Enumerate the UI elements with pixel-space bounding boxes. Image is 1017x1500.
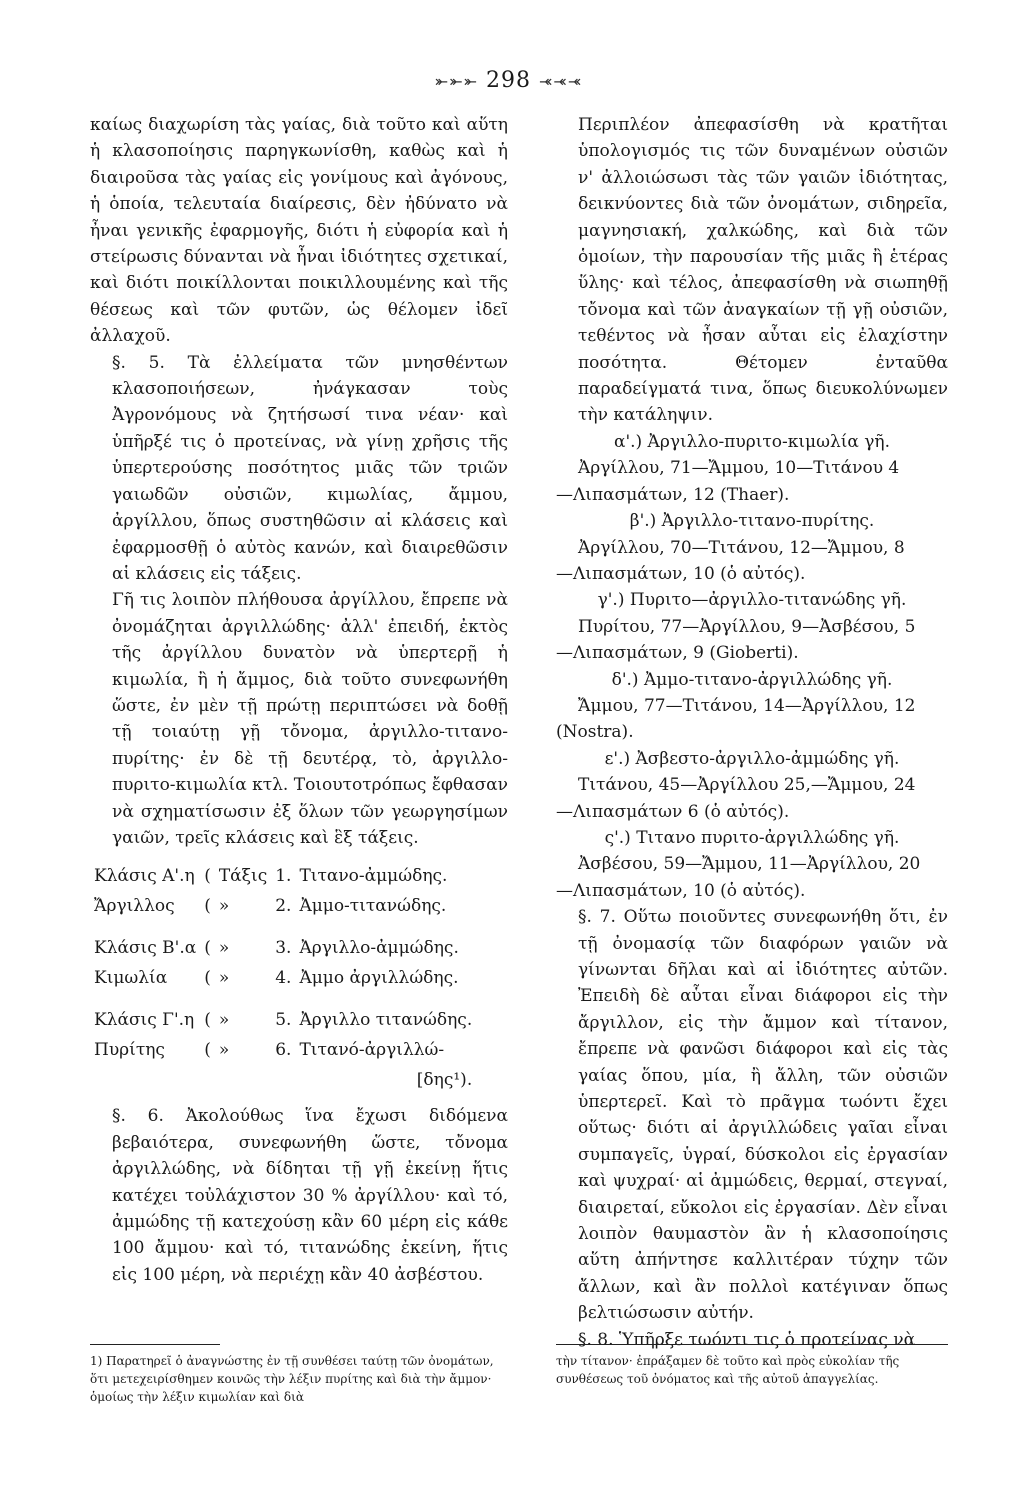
example-a-line-2: —Λιπασμάτων, 12 (Thaer).: [556, 484, 790, 505]
order-label: »: [218, 938, 230, 959]
page-number: 298: [486, 68, 531, 93]
class-label: Ἄργιλλος: [94, 896, 175, 917]
class-label: Κλάσις Γ'.η: [94, 1010, 195, 1031]
example-b-line-1: Ἀργίλλου, 70—Τιτάνου, 12—Ἄμμου, 8: [578, 537, 905, 558]
ornament-right: ⤛⤛⤛: [539, 72, 583, 91]
ornament-left: ⤜⤜⤜: [434, 72, 478, 91]
class-paren: (: [204, 1010, 211, 1031]
left-paragraph-4: §. 6. Ἀκολούθως ἵνα ἔχωσι διδόμενα βεβαιότερα, συνεφωνήθη ὥστε, τὄνομα ἀργιλλώδης, νὰ δίδηται τῇ γῇ ἐκείνῃ ἥτις κατέχει τοὐλάχιστον 30 % ἀργίλλου· καὶ τό, ἀμμώδης τῇ κατεχούσῃ κἂν 60 μέρη εἰς κάθε 100 ἄμμου· καὶ τό, τιτανώδης ἐκείνη, ἥτις εἰς 100 μέρη, νὰ περιέχῃ κἂν 40 ἀσβέστου.: [112, 1106, 508, 1285]
class-label: Κλάσις Β'.α: [94, 938, 197, 959]
left-column: [90, 112, 508, 1288]
right-paragraph-2: §. 7. Οὕτω ποιοῦντες συνεφωνήθη ὅτι, ἐν τῇ ὀνομασίᾳ τῶν διαφόρων γαιῶν νὰ γίνωνται δῆλαι καὶ αἱ ἰδιότητες αὐτῶν. Ἐπειδὴ δὲ αὗται εἶναι διάφοροι εἰς τὴν ἄργιλλον, εἰς τὴν ἄμμον καὶ τίτανον, ἔπρεπε νὰ φανῶσι διάφοροι καὶ εἰς τὰς γαίας ὅπου, μία, ἢ ἄλλη, τῶν οὐσιῶν ὑπερτερεῖ. Καὶ τὸ πρᾶγμα τωόντι ἔχει οὕτως· διότι αἱ ἀργιλλώδεις γαῖαι εἶναι συμπαγεῖς, ὑγραί, δύσκολοι εἰς ἐργασίαν καὶ ψυχραί· αἱ ἀμμώδεις, θερμαί, στεγναί, διαιρεταί, εὔκολοι εἰς ἐργασίαν. Δὲν εἶναι λοιπὸν θαυμαστὸν ἂν ἡ κλασοποίησις αὕτη ἀπήντησε καλλιτέραν τύχην τῶν ἄλλων, καὶ ἂν πολλοὶ κατέγιναν ὅπως βελτιώσωσιν αὐτήν.: [578, 907, 948, 1324]
order-label: »: [218, 896, 230, 917]
left-paragraph-3: Γῆ τις λοιπὸν πλήθουσα ἀργίλλου, ἔπρεπε νὰ ὀνομάζηται ἀργιλλώδης· ἀλλ' ἐπειδή, ἐκτὸς τῆς ἀργίλλου δυνατὸν νὰ ὑπερτερῇ ἡ κιμωλία, ἢ ἡ ἄμμος, διὰ τοῦτο συνεφωνήθη ὥστε, ἐν μὲν τῇ πρώτῃ περιπτώσει νὰ δοθῇ τῇ τοιαύτῃ γῇ τὄνομα, ἀργιλλο-τιτανο-πυρίτης· ἐν δὲ τῇ δευτέρᾳ, τὸ, ἀργιλλο-πυριτο-κιμωλία κτλ. Τοιουτοτρόπως ἔφθασαν νὰ σχηματίσωσιν ἐξ ὅλων τῶν γεωργησίμων γαιῶν, τρεῖς κλάσεις καὶ ἓξ τάξεις.: [112, 590, 508, 848]
example-c-line-1: Πυρίτου, 77—Ἀργίλλου, 9—Ἀσβέσου, 5: [578, 616, 916, 637]
class-paren: (: [204, 1040, 211, 1061]
class-label: Κλάσις Α'.η: [94, 866, 195, 887]
class-row: [90, 1035, 476, 1065]
left-paragraph-2: §. 5. Τὰ ἐλλείματα τῶν μνησθέντων κλασοποιήσεων, ἠνάγκασαν τοὺς Ἀγρονόμους νὰ ζητήσωσί τινα νέαν· καὶ ὑπῆρξέ τις ὁ προτείνας, νὰ γίνῃ χρῆσις τῆς ὑπερτερούσης ποσότητος μιᾶς τῶν τριῶν γαιωδῶν οὐσιῶν, κιμωλίας, ἄμμου, ἀργίλλου, ὅπως συστηθῶσιν αἱ κλάσεις καὶ ἐφαρμοσθῇ ὁ αὐτὸς κανών, καὶ διαιρεθῶσιν αἱ κλάσεις εἰς τάξεις.: [112, 352, 508, 584]
footnote-rule-right: [556, 1344, 948, 1345]
class-row: [90, 993, 476, 1035]
class-label: Πυρίτης: [94, 1040, 165, 1061]
example-a-line-1: Ἀργίλλου, 71—Ἄμμου, 10—Τιτάνου 4: [578, 458, 900, 479]
order-label: »: [218, 968, 230, 989]
class-row: [90, 963, 476, 993]
order-number: 1.: [275, 866, 292, 887]
left-paragraph-1: καίως διαχωρίση τὰς γαίας, διὰ τοῦτο καὶ αὕτη ἡ κλασοποίησις παρηγκωνίσθη, καθὼς καὶ ἡ διαιροῦσα τὰς γαίας εἰς γονίμους καὶ ἀγόνους, ἡ ὁποία, τελευταία διαίρεσις, δὲν ἠδύνατο νὰ ἦναι γενικῆς ἐφαρμογῆς, διότι ἡ εὐφορία καὶ ἡ στείρωσις δύνανται νὰ ἦναι ἰδιότητες σχετικαί, καὶ διότι ποικίλλονται ποικιλλουμένης καὶ τῆς θέσεως καὶ τῶν φυτῶν, ὡς θέλομεν ἰδεῖ ἀλλαχοῦ.: [90, 115, 508, 347]
example-d-line-2: (Nostra).: [556, 722, 634, 743]
example-a-title: α'.) Ἀργιλλο-πυριτο-κιμωλία γῆ.: [613, 431, 891, 452]
class-row: [90, 891, 476, 921]
classes-table: [90, 861, 476, 1095]
order-name: Ἀργιλλο τιτανώδης.: [299, 1010, 473, 1031]
example-d-line-1: Ἄμμου, 77—Τιτάνου, 14—Ἀργίλλου, 12: [578, 695, 916, 716]
class-paren: (: [204, 938, 211, 959]
order-number: 5.: [275, 1010, 292, 1031]
example-c-line-2: —Λιπασμάτων, 9 (Gioberti).: [556, 643, 799, 664]
footnote-left: 1) Παρατηρεῖ ὁ ἀναγνώστης ἐν τῇ συνθέσει ταύτῃ τῶν ὀνομάτων, ὅτι μετεχειρίσθημεν κοινῶς τὴν λέξιν πυρίτης καὶ διὰ τὴν ἄμμον· ὁμοίως τὴν λέξιν κιμωλίαν καὶ διὰ: [90, 1354, 494, 1404]
page-header: [0, 68, 1017, 93]
example-f-line-2: —Λιπασμάτων, 10 (ὁ αὐτός).: [556, 880, 806, 901]
example-e-title: ε'.) Ἀσβεστο-ἀργιλλο-ἀμμώδης γῆ.: [604, 748, 900, 769]
order-label: »: [218, 1040, 230, 1061]
class-paren: (: [204, 866, 211, 887]
order-number: 4.: [275, 968, 292, 989]
order-name: Ἀμμο ἀργιλλώδης.: [299, 968, 459, 989]
order-name: Τιτανο-ἀμμώδης.: [299, 866, 448, 887]
class-label: Κιμωλία: [94, 968, 168, 989]
class-row: [90, 921, 476, 963]
example-f-title: ς'.) Τιτανο πυριτο-ἀργιλλώδης γῆ.: [604, 827, 900, 848]
order-name: Ἀργιλλο-ἀμμώδης.: [299, 938, 459, 959]
right-column: [556, 112, 948, 1353]
example-b-title: β'.) Ἀργιλλο-τιτανο-πυρίτης.: [629, 511, 875, 532]
order-number: 2.: [275, 896, 292, 917]
example-e-line-2: —Λιπασμάτων 6 (ὁ αὐτός).: [556, 801, 790, 822]
class-paren: (: [204, 896, 211, 917]
example-b-line-2: —Λιπασμάτων, 10 (ὁ αὐτός).: [556, 563, 806, 584]
class-row-continuation: [90, 1065, 476, 1095]
example-c-title: γ'.) Πυριτο—ἀργιλλο-τιτανώδης γῆ.: [597, 590, 907, 611]
right-paragraph-1: Περιπλέον ἀπεφασίσθη νὰ κρατῆται ὑπολογισμός τις τῶν δυναμένων οὐσιῶν ν' ἀλλοιώσωσι τὰς τῶν γαιῶν ἰδιότητας, δεικνύοντες διὰ τῶν ὀνομάτων, σιδηρεῖα, μαγνησιακή, χαλκώδης, καὶ διὰ τῶν ὁμοίων, τὴν παρουσίαν τῆς μιᾶς ἢ ἑτέρας ὕλης· καὶ τέλος, ἀπεφασίσθη νὰ σιωπηθῇ τὄνομα καὶ τῶν ἀναγκαίων τῇ γῇ οὐσιῶν, τεθέντος νὰ ἦσαν αὗται εἰς ἐλαχίστην ποσότητα. Θέτομεν ἐνταῦθα παραδείγματά τινα, ὅπως διευκολύνωμεν τὴν κατάληψιν.: [578, 115, 948, 426]
example-e-line-1: Τιτάνου, 45—Ἀργίλλου 25,—Ἄμμου, 24: [578, 775, 916, 796]
order-label: Τάξις: [218, 866, 268, 887]
footnote-right: τὴν τίτανον· ἐπράξαμεν δὲ τοῦτο καὶ πρὸς εὐκολίαν τῆς συνθέσεως τοῦ ὀνόματος καὶ τῆς αὐτοῦ ἀπαγγελίας.: [556, 1354, 900, 1386]
order-name: Ἀμμο-τιτανώδης.: [299, 896, 447, 917]
right-paragraph-3: §. 8. Ὑπῆρξε τωόντι τις ὁ προτείνας νὰ: [578, 1329, 916, 1350]
example-d-title: δ'.) Ἀμμο-τιτανο-ἀργιλλώδης γῆ.: [611, 669, 893, 690]
order-name-continuation: [δης¹).: [416, 1070, 473, 1091]
order-name: Τιτανό-ἀργιλλώ-: [299, 1040, 445, 1061]
class-row: [90, 861, 476, 891]
order-number: 3.: [275, 938, 292, 959]
footnote-rule-left: [90, 1344, 220, 1345]
order-number: 6.: [275, 1040, 292, 1061]
class-paren: (: [204, 968, 211, 989]
example-f-line-1: Ἀσβέσου, 59—Ἄμμου, 11—Ἀργίλλου, 20: [578, 854, 921, 875]
order-label: »: [218, 1010, 230, 1031]
